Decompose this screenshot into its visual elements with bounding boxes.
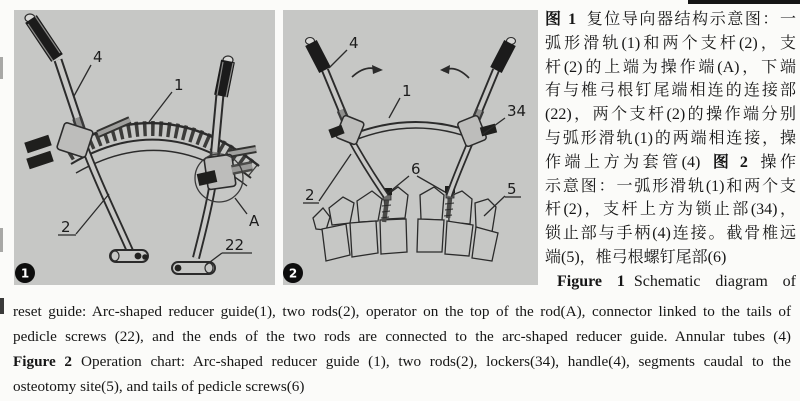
- spine-vertebrae: [313, 187, 498, 261]
- clamp-knob: [198, 176, 216, 180]
- caption-en-line: pedicle screws (22), and the ends of the two rods are connected to the arc-shaped reducer guide. Annular tubes (4): [13, 327, 791, 345]
- knurled-grip: [496, 43, 510, 70]
- scan-artifact-left-mark-3: [0, 298, 4, 314]
- figure1-drawing-panel: [14, 10, 275, 285]
- svg-text:2: 2: [288, 266, 298, 281]
- figure1-drawing: [14, 10, 275, 285]
- figure2-drawing-panel: [283, 10, 538, 285]
- label-locker-34: 34: [507, 102, 527, 120]
- label-osteotomy-5: 5: [507, 180, 517, 198]
- caption-text: Schematic diagram of: [633, 272, 796, 290]
- caption-cn-line: 有与椎弓根钉尾端相连的连接部: [545, 82, 796, 100]
- caption-english: [13, 300, 791, 400]
- caption-cn-line: 锁止部与手柄(4)连接。截骨椎远: [545, 225, 796, 243]
- label-rail-1: 1: [174, 76, 184, 94]
- figure2-cn-label: 图 2: [709, 153, 748, 171]
- label-rod-2: 2: [305, 186, 315, 204]
- caption-cn-line: (22)，两个支杆(2)的操作端分别: [545, 106, 796, 124]
- locker-knob: [330, 129, 343, 134]
- caption-cn-line: 示意图：一弧形滑轨(1)和两个支: [545, 177, 796, 195]
- caption-en-line: reset guide: Arc-shaped reducer guide(1), two rods(2), operator on the top of the rod(A), connector linked to the tails of: [13, 303, 791, 320]
- caption-cn-line: [545, 8, 796, 32]
- caption-cn-line: [545, 151, 796, 175]
- figure2-drawing: [283, 10, 538, 285]
- left-handle: [25, 14, 84, 138]
- clamp-knob: [26, 140, 50, 148]
- motion-arrows: [352, 65, 469, 78]
- knurled-grip: [311, 43, 325, 70]
- left-handle: [306, 38, 365, 146]
- caption-text: 复位导向器结构示意图：一: [585, 11, 796, 28]
- left-clamp: [26, 120, 130, 164]
- svg-text:1: 1: [20, 266, 30, 281]
- left-rod: [82, 140, 148, 262]
- arrow-right-icon: [372, 65, 383, 74]
- caption-cn-line: 与弧形滑轨(1)的两端相连接，操: [545, 129, 796, 147]
- label-rail-1: 1: [402, 82, 412, 100]
- caption-text: Operation chart: Arc-shaped reducer guide (1), two rods(2), lockers(34), handle(4), segments caudal to the: [81, 352, 792, 370]
- scan-artifact-left-mark-1: [0, 57, 3, 79]
- caption-en-line: [13, 350, 791, 375]
- label-handle-4: 4: [93, 48, 103, 66]
- caption-cn-line: 端(5)，椎弓根螺钉尾部(6): [545, 248, 727, 266]
- caption-text: 操作: [756, 153, 796, 171]
- figure1-en-label: Figure 1: [557, 272, 625, 290]
- label-handle-4: 4: [349, 34, 359, 52]
- caption-en-line: osteotomy site(5), and tails of pedicle screws(6): [13, 377, 305, 395]
- caption-cn-line: 杆(2)，支杆上方为锁止部(34)，: [545, 201, 796, 219]
- right-rod: [172, 188, 215, 274]
- caption-chinese: [545, 8, 796, 294]
- panel1-badge: [15, 263, 35, 283]
- knurled-grip: [31, 19, 57, 58]
- label-operator-A: A: [249, 212, 260, 230]
- caption-text: 作端上方为套管(4): [545, 153, 701, 171]
- caption-cn-line: [545, 270, 796, 294]
- label-rod-2: 2: [61, 218, 71, 236]
- caption-cn-line: 弧形滑轨(1)和两个支杆(2)，支: [545, 34, 796, 52]
- arrow-left-icon: [440, 65, 450, 74]
- label-connector-22: 22: [225, 236, 245, 254]
- scan-artifact-top-bar: [688, 0, 800, 4]
- scan-artifact-left-mark-2: [0, 228, 3, 252]
- figure1-cn-label: 图 1: [545, 11, 577, 28]
- panel2-badge: [283, 263, 303, 283]
- figure2-en-label: Figure 2: [13, 352, 73, 370]
- clamp-knob: [28, 156, 52, 164]
- right-handle: [457, 38, 516, 148]
- label-screw-tails-6: 6: [411, 160, 421, 178]
- caption-cn-line: 杆(2)的上端为操作端(A)，下端: [545, 58, 796, 76]
